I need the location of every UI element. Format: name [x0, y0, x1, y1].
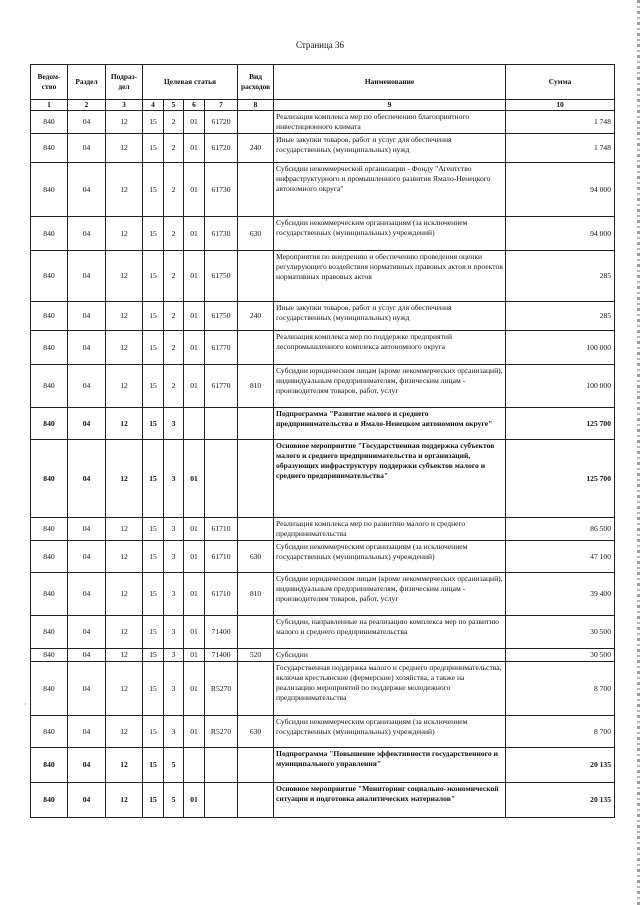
cell-razdel: 04	[68, 518, 106, 541]
column-numbers-row	[31, 100, 615, 111]
cell-celevaya-3: 01	[184, 662, 205, 716]
table-row	[31, 365, 615, 408]
table-row	[31, 134, 615, 163]
table-row	[31, 662, 615, 716]
cell-summa: 94 000	[506, 217, 615, 251]
cell-celevaya-3: 01	[184, 783, 205, 818]
cell-vid-raskhodov	[238, 251, 274, 302]
cell-naimenovanie: Субсидии некоммерческим организациям (за исключением государственных (муниципальных) учреждений)	[274, 716, 506, 748]
column-number: 5	[164, 100, 184, 111]
cell-vedomstvo: 840	[31, 331, 68, 365]
table-row	[31, 748, 615, 783]
cell-razdel: 04	[68, 365, 106, 408]
table-row	[31, 163, 615, 217]
table-row	[31, 649, 615, 662]
cell-podrazdel: 12	[106, 518, 143, 541]
cell-celevaya-3: 01	[184, 134, 205, 163]
cell-vid-raskhodov	[238, 783, 274, 818]
cell-podrazdel: 12	[106, 748, 143, 783]
cell-celevaya-3: 01	[184, 573, 205, 616]
cell-celevaya-4: 61770	[205, 331, 238, 365]
cell-celevaya-1: 15	[143, 616, 164, 649]
cell-vid-raskhodov	[238, 111, 274, 134]
cell-vid-raskhodov	[238, 163, 274, 217]
cell-celevaya-1: 15	[143, 518, 164, 541]
cell-celevaya-3: 01	[184, 716, 205, 748]
cell-vedomstvo: 840	[31, 783, 68, 818]
table-row	[31, 616, 615, 649]
cell-celevaya-4: 61710	[205, 518, 238, 541]
cell-razdel: 04	[68, 748, 106, 783]
cell-celevaya-2: 2	[164, 251, 184, 302]
cell-naimenovanie: Субсидии некоммерческой организации - Фонду "Агентство инфраструктурного и промышленного развития Ямало-Ненецкого автономного округа"	[274, 163, 506, 217]
cell-celevaya-1: 15	[143, 134, 164, 163]
cell-razdel: 04	[68, 251, 106, 302]
cell-celevaya-1: 15	[143, 217, 164, 251]
table-row	[31, 251, 615, 302]
cell-vedomstvo: 840	[31, 251, 68, 302]
cell-razdel: 04	[68, 649, 106, 662]
table-row	[31, 217, 615, 251]
cell-vid-raskhodov: 810	[238, 573, 274, 616]
table-row	[31, 573, 615, 616]
cell-vedomstvo: 840	[31, 111, 68, 134]
cell-celevaya-3	[184, 408, 205, 440]
cell-razdel: 04	[68, 573, 106, 616]
cell-razdel: 04	[68, 331, 106, 365]
cell-celevaya-3: 01	[184, 616, 205, 649]
cell-podrazdel: 12	[106, 331, 143, 365]
cell-naimenovanie: Подпрограмма "Развитие малого и среднего предпринимательства в Ямало-Ненецком автономном округе"	[274, 408, 506, 440]
cell-celevaya-4: 61720	[205, 134, 238, 163]
cell-summa: 20 135	[506, 748, 615, 783]
cell-celevaya-2: 2	[164, 134, 184, 163]
cell-celevaya-4: 61750	[205, 251, 238, 302]
column-number: 10	[506, 100, 615, 111]
table-row	[31, 302, 615, 331]
cell-razdel: 04	[68, 302, 106, 331]
cell-celevaya-2: 2	[164, 365, 184, 408]
cell-summa: 8 700	[506, 662, 615, 716]
header-naimenovanie: Наименование	[274, 65, 506, 100]
cell-naimenovanie: Основное мероприятие "Мониторинг социально-экономической ситуации и подготовка аналитических материалов"	[274, 783, 506, 818]
cell-naimenovanie: Основное мероприятие "Государственная поддержка субъектов малого и среднего предпринимательства и организаций, образующих инфраструктуру поддержки субъектов малого и среднего предпринимательства"	[274, 440, 506, 518]
cell-celevaya-1: 15	[143, 748, 164, 783]
cell-celevaya-3: 01	[184, 217, 205, 251]
cell-celevaya-4: 61710	[205, 541, 238, 573]
cell-vedomstvo: 840	[31, 748, 68, 783]
cell-podrazdel: 12	[106, 134, 143, 163]
cell-vedomstvo: 840	[31, 573, 68, 616]
cell-celevaya-1: 15	[143, 163, 164, 217]
cell-celevaya-3: 01	[184, 365, 205, 408]
cell-vid-raskhodov	[238, 331, 274, 365]
cell-celevaya-4	[205, 408, 238, 440]
cell-celevaya-3: 01	[184, 649, 205, 662]
cell-celevaya-4: 71400	[205, 649, 238, 662]
cell-vedomstvo: 840	[31, 649, 68, 662]
budget-table	[30, 64, 615, 818]
table-row	[31, 408, 615, 440]
scan-margin-mark: ·	[24, 700, 27, 709]
column-number: 9	[274, 100, 506, 111]
cell-podrazdel: 12	[106, 616, 143, 649]
cell-vedomstvo: 840	[31, 518, 68, 541]
cell-celevaya-1: 15	[143, 541, 164, 573]
cell-celevaya-4: R5270	[205, 716, 238, 748]
column-number: 3	[106, 100, 143, 111]
cell-summa: 39 400	[506, 573, 615, 616]
cell-naimenovanie: Иные закупки товаров, работ и услуг для обеспечения государственных (муниципальных) нужд	[274, 302, 506, 331]
cell-vedomstvo: 840	[31, 440, 68, 518]
cell-podrazdel: 12	[106, 163, 143, 217]
cell-vid-raskhodov: 630	[238, 541, 274, 573]
page-number: Страница 36	[295, 40, 345, 50]
cell-podrazdel: 12	[106, 573, 143, 616]
cell-razdel: 04	[68, 111, 106, 134]
cell-naimenovanie: Субсидии юридическим лицам (кроме некоммерческих организаций), индивидуальным предпринимателям, физическим лицам - производителям товаров, работ, услуг	[274, 573, 506, 616]
cell-celevaya-3: 01	[184, 541, 205, 573]
cell-naimenovanie: Государственная поддержка малого и среднего предпринимательства, включая крестьянские (фермерские) хозяйства, а также на реализацию мероприятий по поддержке молодежного предпринимательства	[274, 662, 506, 716]
cell-vid-raskhodov	[238, 616, 274, 649]
cell-celevaya-1: 15	[143, 573, 164, 616]
cell-razdel: 04	[68, 541, 106, 573]
cell-celevaya-1: 15	[143, 365, 164, 408]
header-vid-raskhodov: Вид расходов	[238, 65, 274, 100]
cell-celevaya-1: 15	[143, 783, 164, 818]
cell-celevaya-3: 01	[184, 163, 205, 217]
cell-podrazdel: 12	[106, 302, 143, 331]
cell-naimenovanie: Реализация комплекса мер по обеспечению благоприятного инвестиционного климата	[274, 111, 506, 134]
table-row	[31, 331, 615, 365]
cell-summa: 1 748	[506, 134, 615, 163]
cell-celevaya-2: 3	[164, 541, 184, 573]
cell-summa: 100 000	[506, 331, 615, 365]
cell-podrazdel: 12	[106, 783, 143, 818]
cell-razdel: 04	[68, 783, 106, 818]
cell-summa: 285	[506, 251, 615, 302]
cell-summa: 8 700	[506, 716, 615, 748]
header-vedomstvo: Ведом-ство	[31, 65, 68, 100]
cell-summa: 1 748	[506, 111, 615, 134]
cell-podrazdel: 12	[106, 541, 143, 573]
cell-celevaya-1: 15	[143, 302, 164, 331]
cell-razdel: 04	[68, 217, 106, 251]
cell-celevaya-2: 3	[164, 716, 184, 748]
header-celevaya-statya: Целевая статья	[143, 65, 238, 100]
cell-podrazdel: 12	[106, 649, 143, 662]
cell-summa: 94 000	[506, 163, 615, 217]
cell-celevaya-2: 3	[164, 649, 184, 662]
cell-podrazdel: 12	[106, 251, 143, 302]
cell-vid-raskhodov: 810	[238, 365, 274, 408]
cell-vid-raskhodov	[238, 748, 274, 783]
cell-razdel: 04	[68, 163, 106, 217]
cell-naimenovanie: Подпрограмма "Повышение эффективности государственного и муниципального управления"	[274, 748, 506, 783]
cell-celevaya-2: 3	[164, 573, 184, 616]
cell-vedomstvo: 840	[31, 163, 68, 217]
table-header-row	[31, 65, 615, 100]
cell-summa: 285	[506, 302, 615, 331]
cell-celevaya-2: 3	[164, 616, 184, 649]
cell-celevaya-2: 3	[164, 518, 184, 541]
cell-celevaya-1: 15	[143, 649, 164, 662]
cell-summa: 30 500	[506, 616, 615, 649]
column-number: 2	[68, 100, 106, 111]
cell-celevaya-2: 2	[164, 331, 184, 365]
cell-celevaya-1: 15	[143, 440, 164, 518]
cell-vedomstvo: 840	[31, 302, 68, 331]
cell-vid-raskhodov: 240	[238, 302, 274, 331]
cell-summa: 20 135	[506, 783, 615, 818]
table-row	[31, 783, 615, 818]
cell-vid-raskhodov: 240	[238, 134, 274, 163]
column-number: 4	[143, 100, 164, 111]
cell-celevaya-4: 61720	[205, 111, 238, 134]
cell-naimenovanie: Субсидии некоммерческим организациям (за исключением государственных (муниципальных) учреждений)	[274, 541, 506, 573]
cell-vid-raskhodov	[238, 408, 274, 440]
header-summa: Сумма	[506, 65, 615, 100]
cell-celevaya-3: 01	[184, 251, 205, 302]
cell-summa: 100 000	[506, 365, 615, 408]
cell-celevaya-4	[205, 748, 238, 783]
cell-celevaya-3: 01	[184, 331, 205, 365]
cell-naimenovanie: Субсидии	[274, 649, 506, 662]
cell-vid-raskhodov: 630	[238, 716, 274, 748]
cell-celevaya-3: 01	[184, 111, 205, 134]
cell-celevaya-4: 61750	[205, 302, 238, 331]
cell-celevaya-1: 15	[143, 408, 164, 440]
cell-celevaya-3: 01	[184, 440, 205, 518]
cell-celevaya-2: 5	[164, 748, 184, 783]
cell-celevaya-2: 3	[164, 440, 184, 518]
cell-vid-raskhodov	[238, 518, 274, 541]
cell-podrazdel: 12	[106, 408, 143, 440]
cell-naimenovanie: Мероприятия по внедрению и обеспечению проведения оценки регулирующего воздействия нормативных правовых актов и проектов нормативных правовых актов	[274, 251, 506, 302]
cell-celevaya-3: 01	[184, 302, 205, 331]
cell-naimenovanie: Субсидии, направленные на реализацию комплекса мер по развитию малого и среднего предпринимательства	[274, 616, 506, 649]
cell-celevaya-1: 15	[143, 251, 164, 302]
cell-celevaya-4: 61770	[205, 365, 238, 408]
cell-naimenovanie: Субсидии юридическим лицам (кроме некоммерческих организаций), индивидуальным предпринимателям, физическим лицам - производителям товаров, работ, услуг	[274, 365, 506, 408]
column-number: 7	[205, 100, 238, 111]
cell-vedomstvo: 840	[31, 217, 68, 251]
cell-podrazdel: 12	[106, 365, 143, 408]
cell-celevaya-2: 3	[164, 408, 184, 440]
cell-celevaya-4: 61730	[205, 163, 238, 217]
cell-vedomstvo: 840	[31, 662, 68, 716]
cell-summa: 47 100	[506, 541, 615, 573]
cell-celevaya-4	[205, 440, 238, 518]
cell-vedomstvo: 840	[31, 716, 68, 748]
cell-vid-raskhodov	[238, 662, 274, 716]
cell-celevaya-1: 15	[143, 716, 164, 748]
cell-vedomstvo: 840	[31, 134, 68, 163]
cell-naimenovanie: Реализация комплекса мер по поддержке предприятий лесопромышленного комплекса автономного округа	[274, 331, 506, 365]
cell-podrazdel: 12	[106, 217, 143, 251]
column-number: 1	[31, 100, 68, 111]
cell-celevaya-4: 71400	[205, 616, 238, 649]
cell-razdel: 04	[68, 662, 106, 716]
cell-razdel: 04	[68, 616, 106, 649]
cell-celevaya-1: 15	[143, 662, 164, 716]
cell-celevaya-3	[184, 748, 205, 783]
column-number: 8	[238, 100, 274, 111]
cell-razdel: 04	[68, 408, 106, 440]
cell-podrazdel: 12	[106, 716, 143, 748]
cell-razdel: 04	[68, 134, 106, 163]
cell-celevaya-2: 2	[164, 302, 184, 331]
cell-razdel: 04	[68, 440, 106, 518]
cell-vid-raskhodov	[238, 440, 274, 518]
cell-celevaya-4: 61710	[205, 573, 238, 616]
cell-vedomstvo: 840	[31, 541, 68, 573]
cell-podrazdel: 12	[106, 662, 143, 716]
cell-celevaya-4: 61730	[205, 217, 238, 251]
header-podrazdel: Подраз-дел	[106, 65, 143, 100]
cell-summa: 125 700	[506, 408, 615, 440]
table-row	[31, 518, 615, 541]
cell-summa: 86 500	[506, 518, 615, 541]
cell-naimenovanie: Субсидии некоммерческим организациям (за исключением государственных (муниципальных) учреждений)	[274, 217, 506, 251]
table-row	[31, 541, 615, 573]
cell-celevaya-4	[205, 783, 238, 818]
cell-naimenovanie: Иные закупки товаров, работ и услуг для обеспечения государственных (муниципальных) нужд	[274, 134, 506, 163]
cell-podrazdel: 12	[106, 440, 143, 518]
cell-celevaya-2: 2	[164, 111, 184, 134]
cell-celevaya-2: 2	[164, 163, 184, 217]
cell-vedomstvo: 840	[31, 616, 68, 649]
table-row	[31, 716, 615, 748]
cell-celevaya-1: 15	[143, 111, 164, 134]
cell-celevaya-4: R5270	[205, 662, 238, 716]
cell-naimenovanie: Реализация комплекса мер по развитию малого и среднего предпринимательства	[274, 518, 506, 541]
cell-summa: 125 700	[506, 440, 615, 518]
cell-vedomstvo: 840	[31, 408, 68, 440]
cell-celevaya-2: 2	[164, 217, 184, 251]
cell-celevaya-1: 15	[143, 331, 164, 365]
table-body	[31, 111, 615, 818]
cell-vedomstvo: 840	[31, 365, 68, 408]
cell-summa: 30 500	[506, 649, 615, 662]
cell-razdel: 04	[68, 716, 106, 748]
cell-celevaya-2: 5	[164, 783, 184, 818]
table-row	[31, 111, 615, 134]
cell-vid-raskhodov: 520	[238, 649, 274, 662]
cell-celevaya-2: 3	[164, 662, 184, 716]
column-number: 6	[184, 100, 205, 111]
cell-podrazdel: 12	[106, 111, 143, 134]
cell-celevaya-3: 01	[184, 518, 205, 541]
cell-vid-raskhodov: 630	[238, 217, 274, 251]
table-row	[31, 440, 615, 518]
header-razdel: Раздел	[68, 65, 106, 100]
